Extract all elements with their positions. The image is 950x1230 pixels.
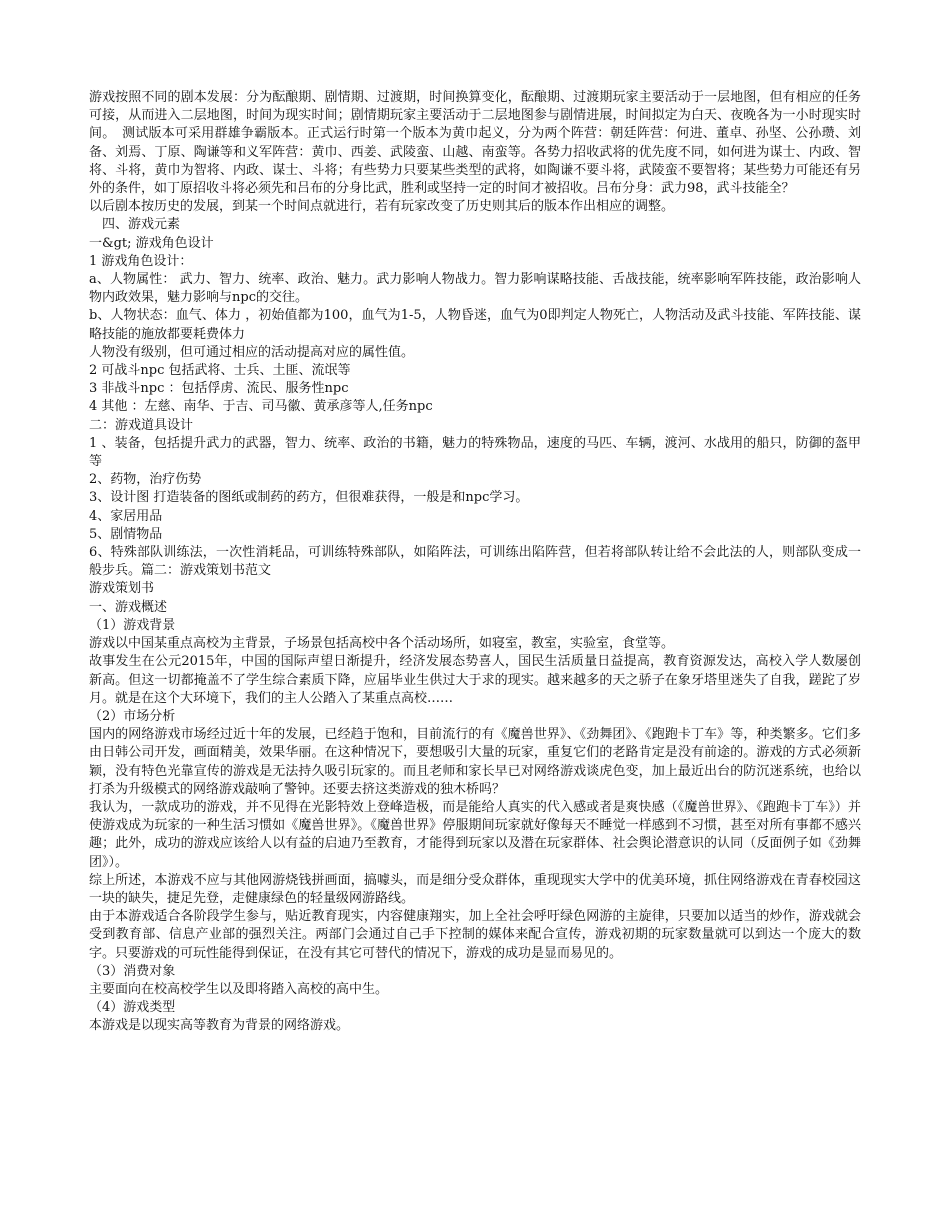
- paragraph-audience: 主要面向在校高校学生以及即将踏入高校的高中生。: [89, 981, 389, 997]
- paragraph-combat-npc: 2 可战斗npc 包括武将、士兵、土匪、流氓等: [89, 363, 351, 379]
- paragraph-market: 国内的网络游戏市场经过近十年的发展，已经趋于饱和，目前流行的有《魔兽世界》、《劲舞团》、《跑跑卡丁车》等，种类繁多。它们多由日韩公司开发，画面精美，效果华丽。在这种情况下，要想吸引大量的玩家，重复它们的老路肯定是没有前途的。游戏的方式必须新颖，没有特色光靠宣传的游戏是无法持久吸引玩家的。而且老师和家长早已对网络游戏谈虎色变，加上最近出台的防沉迷系统，也给以打杀为升级模式的网络游戏敲响了警钟。还要去挤这类游戏的独木桥吗？: [89, 727, 861, 797]
- heading-game-background: （1）游戏背景: [89, 617, 176, 633]
- paragraph-character-attributes: a、人物属性： 武力、智力、统率、政治、魅力。武力影响人物战力。智力影响谋略技能、舌战技能，统率影响军阵技能，政治影响人物内政效果，魅力影响与npc的交往。: [89, 272, 861, 306]
- paragraph-summary: 综上所述，本游戏不应与其他网游烧钱拼画面，搞噱头，而是细分受众群体，重现现实大学中的优美环境，抓住网络游戏在青春校园这一块的缺失，捷足先登，走健康绿色的轻量级网游路线。: [89, 872, 861, 906]
- paragraph-story: 故事发生在公元2015年，中国的国际声望日渐提升，经济发展态势喜人，国民生活质量日益提高，教育资源发达，高校入学人数屡创新高。但这一切都掩盖不了学生综合素质下降，应届毕业生供过大于求的现实。越来越多的天之骄子在象牙塔里迷失了自我，蹉跎了岁月。就是在这个大环境下，我们的主人公踏入了某重点高校……: [89, 654, 861, 706]
- paragraph-blueprints: 3、设计图 打造装备的图纸或制药的药方，但很难获得，一般是和npc学习。: [89, 490, 529, 506]
- paragraph-main-setting: 游戏以中国某重点高校为主背景，子场景包括高校中各个活动场所，如寝室，教室，实验室，食堂等。: [89, 636, 675, 652]
- paragraph-opinion: 我认为，一款成功的游戏，并不见得在光影特效上登峰造极，而是能给人真实的代入感或者是爽快感（《魔兽世界》、《跑跑卡丁车》）并使游戏成为玩家的一种生活习惯如《魔兽世界》。《魔兽世界》停服期间玩家就好像每天不睡觉一样感到不习惯，甚至对所有事都不感兴趣；此外，成功的游戏应该给人以有益的启迪乃至教育，才能得到玩家以及潜在玩家群体、社会舆论潜意识的认同（反面例子如《劲舞团》）。: [89, 799, 861, 870]
- paragraph-promotion: 由于本游戏适合各阶段学生参与，贴近教育现实，内容健康翔实，加上全社会呼吁绿色网游的主旋律，只要加以适当的炒作，游戏就会受到教育部、信息产业部的强烈关注。两部门会通过自己手下控制的媒体来配合宣传，游戏初期的玩家数量就可以到达一个庞大的数字。只要游戏的可玩性能得到保证，在没有其它可替代的情况下，游戏的成功是显而易见的。: [89, 909, 861, 961]
- heading-target-audience: （3）消费对象: [89, 963, 176, 979]
- paragraph-other-npc: 4 其他 ：左慈、南华、于吉、司马徽、黄承彦等人,任务npc: [89, 399, 433, 415]
- paragraph-plot-items: 5、剧情物品: [89, 526, 163, 542]
- heading-character-design: 一&gt; 游戏角色设计: [89, 235, 214, 251]
- paragraph-equipment: 1 、装备，包括提升武力的武器，智力、统率、政治的书籍，魅力的特殊物品，速度的马匹、车辆，渡河、水战用的船只，防御的盔甲等: [89, 435, 861, 470]
- heading-game-type: （4）游戏类型: [89, 1000, 176, 1016]
- paragraph-household: 4、家居用品: [89, 508, 163, 524]
- paragraph-special-training: 6、特殊部队训练法，一次性消耗品，可训练特殊部队，如陷阵法，可训练出陷阵营，但若将部队转让给不会此法的人，则部队变成一般步兵。篇二：游戏策划书范文: [89, 545, 861, 579]
- paragraph-medicine: 2、药物，治疗伤势: [89, 472, 202, 488]
- document-body: [89, 89, 861, 1036]
- heading-market-analysis: （2）市场分析: [89, 708, 176, 724]
- heading-plan-title: 游戏策划书: [89, 581, 155, 597]
- paragraph-game-type: 本游戏是以现实高等教育为背景的网络游戏。: [89, 1018, 350, 1034]
- heading-game-overview: 一、游戏概述: [89, 599, 168, 615]
- heading-game-elements: 四、游戏元素: [89, 217, 181, 233]
- paragraph-character-status: b、人物状态：血气、体力 ，初始值都为100，血气为1-5，人物昏迷，血气为0即判定人物死亡，人物活动及武斗技能、军阵技能、谋略技能的施放都要耗费体力: [89, 308, 861, 342]
- subheading-character-design: 1 游戏角色设计：: [89, 253, 193, 269]
- heading-item-design: 二：游戏道具设计: [89, 417, 194, 433]
- paragraph-noncombat-npc: 3 非战斗npc ：包括俘虏、流民、服务性npc: [89, 381, 349, 397]
- paragraph-script-development: 游戏按照不同的剧本发展：分为酝酿期、剧情期、过渡期，时间换算变化，酝酿期、过渡期玩家主要活动于一层地图，但有相应的任务可接，从而进入二层地图，时间为现实时间；剧情期玩家主要活动于二层地图参与剧情进展，时间拟定为白天、夜晚各为一小时现实时间。 测试版本可采用群雄争霸版本。正式运行时第一个版本为黄巾起义，分为两个阵营：朝廷阵营：何进、董卓、孙坚、公孙瓒、刘备、刘焉、丁原、陶谦等和义军阵营：黄巾、西姜、武陵蛮、山越、南蛮等。各势力招收武将的优先度不同，如何进为谋士、内政、智将、斗将，黄巾为智将、内政、谋士、斗将；有些势力只要某些类型的武将，如陶谦不要斗将，武陵蛮不要智将；某些势力可能还有另外的条件，如丁原招收斗将必须先和吕布的分身比武，胜利或坚持一定的时间才被招收。吕布分身：武力98，武斗技能全？: [89, 90, 861, 197]
- paragraph-no-levels: 人物没有级别，但可通过相应的活动提高对应的属性值。: [89, 344, 415, 360]
- paragraph-history-adjustment: 以后剧本按历史的发展，到某一个时间点就进行，若有玩家改变了历史则其后的版本作出相应的调整。: [89, 199, 675, 215]
